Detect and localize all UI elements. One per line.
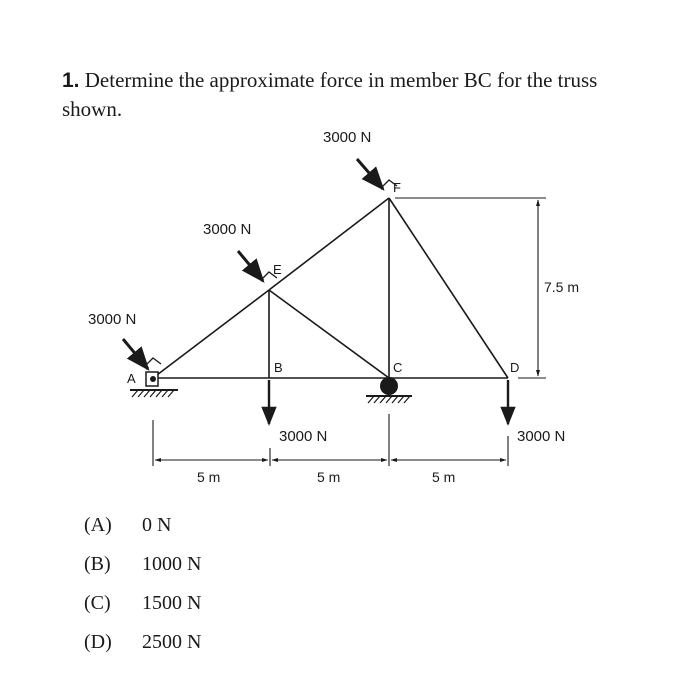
member-EF: [269, 198, 389, 290]
load-arrow-E: [238, 251, 263, 281]
node-label-F: F: [393, 180, 401, 195]
question-body: Determine the approximate force in member BC for the truss shown.: [62, 68, 598, 121]
choice-letter: (D): [84, 631, 112, 653]
load-label-F: 3000 N: [323, 129, 372, 146]
choice-text: 2500 N: [142, 631, 202, 653]
right-angle-mark-A: [145, 358, 161, 366]
dimension-label-CD: 5 m: [432, 469, 456, 485]
node-label-C: C: [393, 360, 403, 375]
node-label-B: B: [274, 360, 283, 375]
dimension-label-AB: 5 m: [197, 469, 221, 485]
load-label-B: 3000 N: [279, 428, 328, 445]
choice-d[interactable]: [84, 629, 201, 668]
dimension-label-height: 7.5 m: [544, 279, 580, 295]
answer-choices: [84, 512, 201, 668]
node-label-D: D: [510, 360, 520, 375]
node-label-A: A: [127, 371, 136, 386]
dimension-label-BC: 5 m: [317, 469, 341, 485]
choice-c[interactable]: [84, 590, 201, 629]
member-EC: [269, 290, 389, 378]
choice-letter: (A): [84, 514, 112, 536]
choice-letter: (B): [84, 553, 111, 575]
load-label-E: 3000 N: [203, 221, 252, 238]
member-FD: [389, 198, 508, 378]
choice-text: 1500 N: [142, 592, 202, 614]
span-dimension: [153, 414, 508, 466]
choice-text: 1000 N: [142, 553, 202, 575]
node-label-E: E: [273, 262, 282, 277]
choice-b[interactable]: [84, 551, 201, 590]
load-label-D: 3000 N: [517, 428, 566, 445]
pin-support-A: [130, 372, 178, 397]
load-arrow-F: [357, 159, 383, 189]
height-dimension: [395, 198, 546, 378]
choice-text: 0 N: [142, 514, 172, 536]
member-AE: [153, 290, 269, 378]
choice-letter: (C): [84, 592, 111, 614]
roller-support-C: [366, 377, 412, 403]
load-label-A: 3000 N: [88, 311, 137, 328]
question-number: 1.: [62, 69, 80, 92]
choice-a[interactable]: [84, 512, 201, 551]
load-arrow-A: [123, 339, 148, 369]
